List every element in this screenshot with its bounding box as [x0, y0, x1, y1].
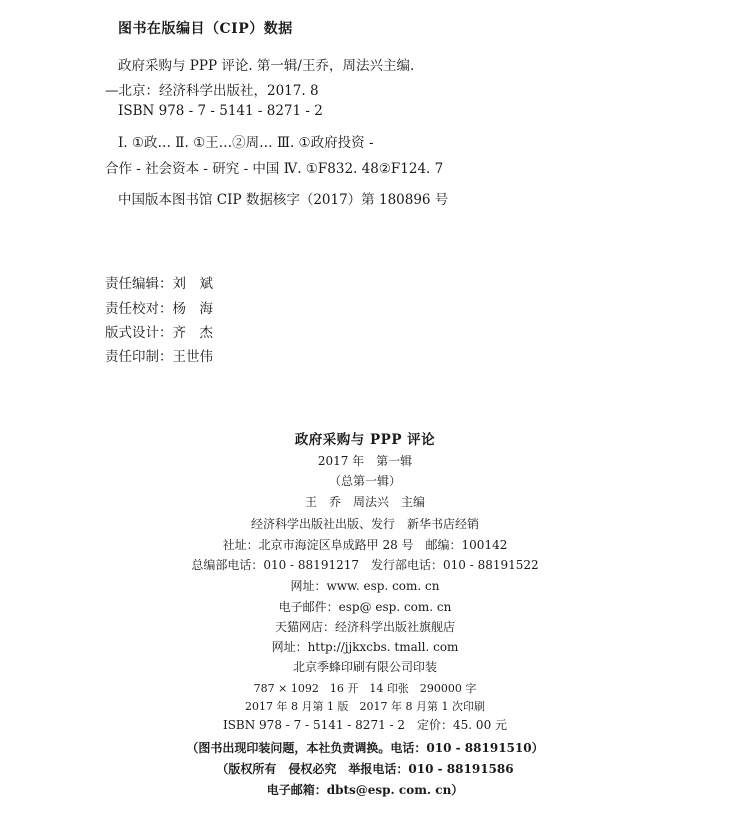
- cip-header: 图书在版编目（CIP）数据: [118, 21, 293, 37]
- colophon-notice-copyright: （版权所有 侵权必究 举报电话：010 - 88191586: [216, 762, 514, 776]
- colophon-tmall-url: 网址：http://jjkxcbs. tmall. com: [271, 640, 459, 654]
- colophon-printer: 北京季蜂印刷有限公司印装: [292, 660, 437, 674]
- cip-title-line: 政府采购与 PPP 评论. 第一辑/王乔，周法兴主编.: [118, 58, 415, 74]
- cip-classification-line: 合作 - 社会资本 - 研究 - 中国 Ⅳ. ①F832. 48②F124. 7: [105, 161, 444, 177]
- cip-record-number: 中国版本图书馆 CIP 数据核字（2017）第 180896 号: [118, 192, 449, 208]
- colophon-volume: （总第一辑）: [328, 474, 401, 488]
- cip-subject-line: Ⅰ. ①政… Ⅱ. ①王…②周… Ⅲ. ①政府投资 -: [118, 135, 374, 151]
- colophon-isbn-price: ISBN 978 - 7 - 5141 - 8271 - 2 定价：45. 00 元: [222, 718, 508, 732]
- colophon-tmall-store: 天猫网店：经济科学出版社旗舰店: [274, 620, 455, 634]
- cip-publisher-line: —北京：经济科学出版社，2017. 8: [105, 83, 319, 99]
- cip-isbn-line: ISBN 978 - 7 - 5141 - 8271 - 2: [118, 103, 323, 119]
- staff-print-supervisor: 责任印制：王世伟: [105, 349, 213, 365]
- colophon-address: 社址：北京市海淀区阜成路甲 28 号 邮编：100142: [222, 538, 508, 552]
- colophon-publisher: 经济科学出版社出版、发行 新华书店经销: [250, 517, 479, 531]
- colophon-email: 电子邮件：esp@ esp. com. cn: [278, 600, 452, 614]
- staff-proofreader: 责任校对：杨 海: [105, 301, 213, 317]
- colophon-website: 网址：www. esp. com. cn: [290, 579, 440, 593]
- colophon-editors: 王 乔 周法兴 主编: [304, 495, 425, 509]
- colophon-notice-email: 电子邮箱：dbts@esp. com. cn）: [266, 783, 464, 797]
- colophon-year: 2017 年 第一辑: [317, 454, 413, 468]
- colophon-phones: 总编部电话：010 - 88191217 发行部电话：010 - 88191522: [191, 558, 539, 572]
- colophon-title: 政府采购与 PPP 评论: [294, 432, 436, 448]
- colophon-dates: 2017 年 8 月第 1 版 2017 年 8 月第 1 次印刷: [245, 700, 485, 713]
- colophon-notice-binding: （图书出现印装问题，本社负责调换。电话：010 - 88191510）: [186, 741, 544, 755]
- staff-responsible-editor: 责任编辑：刘 斌: [105, 276, 213, 292]
- colophon-specs: 787 × 1092 16 开 14 印张 290000 字: [253, 682, 477, 695]
- staff-layout-designer: 版式设计：齐 杰: [105, 325, 213, 341]
